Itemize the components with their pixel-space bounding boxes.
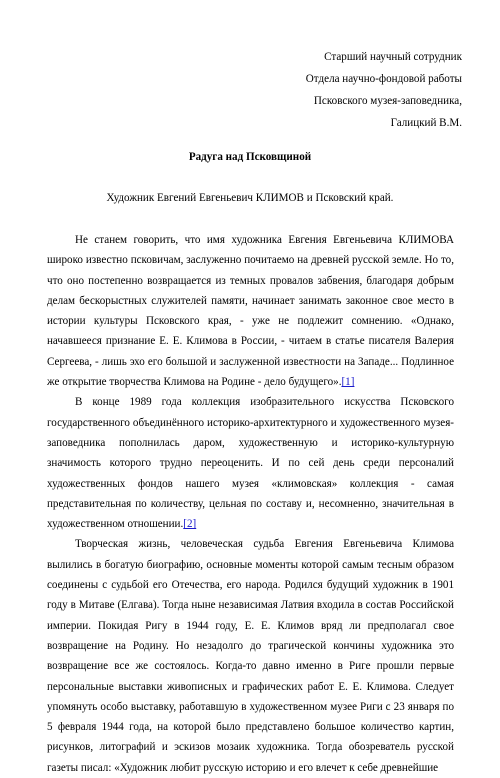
paragraph-1 bbox=[47, 230, 454, 392]
author-position: Старший научный сотрудник bbox=[324, 51, 462, 63]
paragraph-text: В конце 1989 года коллекция изобразительного искусства Псковского государственного объединённого историко-архитектурного и художественного музея-заповедника пополнилась даром, художественную и историко-культурную значимость которого трудно переоценить. И по сей день среди персоналий художественных фондов нашего музея «климовская» коллекция - самая представительная по количеству, цельная по составу и, несомненно, значительная в художественном отношении. bbox=[47, 396, 454, 531]
paragraph-text: Творческая жизнь, человеческая судьба Евгения Евгеньевича Климова вылились в богатую биографию, основные моменты которой самым тесным образом соединены с судьбой его Отечества, его народа. Родился будущий художник в 1901 году в Митаве (Елгава). Тогда ныне независимая Латвия входила в состав Российской империи. Покидая Ригу в 1944 году, Е. Е. Климов вряд ли предполагал свое возвращение на Родину. Но незадолго до трагической кончины художника это возвращение все же состоялось. Когда-то давно именно в Риге прошли первые персональные выставки живописных и графических работ Е. Е. Климова. Следует упомянуть особо выставку, работавшую в художественном музее Риги с 23 января по 5 февраля 1944 года, на которой было представлено большое количество картин, рисунков, литографий и эскизов мозаик художника. Тогда обозреватель русской газеты писал: «Художник любит русскую историю и его влечет к себе древнейшие bbox=[47, 538, 454, 774]
footnote-link[interactable]: [1] bbox=[341, 376, 355, 389]
paragraph-text: Не станем говорить, что имя художника Евгения Евгеньевича КЛИМОВА широко известно псковичам, заслуженно почитаемо на древней русской земле. Но то, что оно постепенно возвращается из темных провалов забвения, благодаря добрым делам бескорыстных служителей памяти, начинает занимать законное свое место в истории культуры Псковского края, - уже не подлежит сомнению. «Однако, начавшееся признание Е. Е. Климова в России, - читаем в статье писателя Валерия Сергеева, - лишь эхо его большой и заслуженной известности на Западе... Подлинное же открытие творчества Климова на Родине - дело будущего». bbox=[47, 234, 454, 389]
footnote-link[interactable]: [2] bbox=[183, 518, 197, 531]
author-block bbox=[306, 46, 462, 134]
author-institution: Псковского музея-заповедника, bbox=[313, 95, 462, 107]
document-subtitle: Художник Евгений Евгеньевич КЛИМОВ и Псковский край. bbox=[106, 192, 394, 204]
paragraph-2 bbox=[47, 392, 454, 534]
author-name: Галицкий В.М. bbox=[390, 117, 462, 129]
paragraph-3 bbox=[47, 534, 454, 778]
document-body bbox=[47, 230, 454, 778]
author-department: Отдела научно-фондовой работы bbox=[305, 73, 462, 85]
document-title: Радуга над Псковщиной bbox=[188, 151, 312, 163]
